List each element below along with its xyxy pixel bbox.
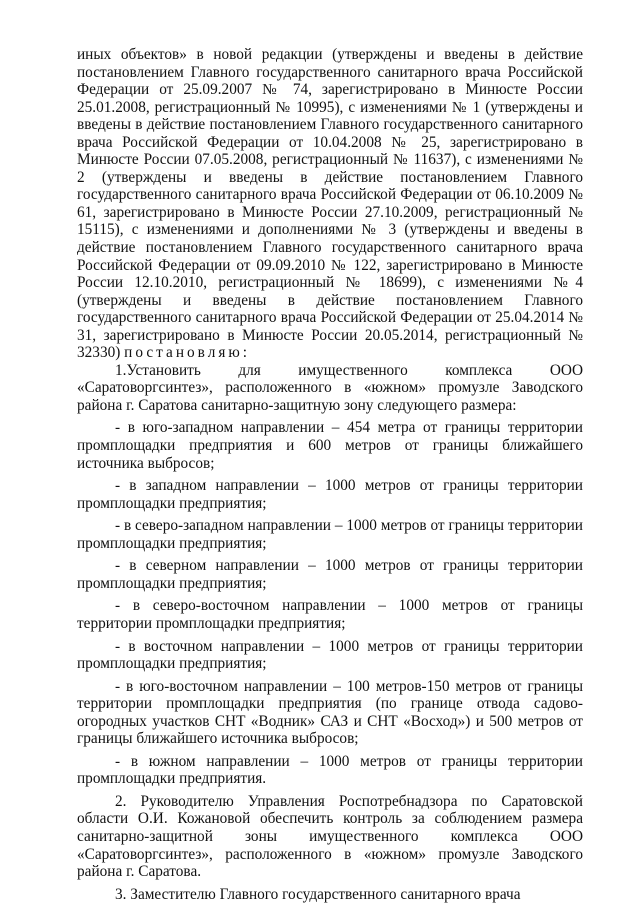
item-2-paragraph: 2. Руководителю Управления Роспотребнадзора по Саратовской области О.И. Кожановой обеспечить контроль за соблюдением размера санитарно-защитной зоны имущественного комплекса ООО «Саратоворгсинтез», расположенного в «южном» промузле Заводского района г. Саратова. bbox=[77, 792, 583, 881]
item-3-paragraph: 3. Заместителю Главного государственного санитарного врача bbox=[115, 885, 521, 903]
direction-item: - в западном направлении – 1000 метров от границы территории промплощадки предприятия; bbox=[77, 477, 583, 512]
direction-item: - в юго-западном направлении – 454 метра от границы территории промплощадки предприятия и 600 метров от границы ближайшего источника выбросов; bbox=[77, 419, 583, 472]
direction-item: - в юго-восточном направлении – 100 метров-150 метров от границы территории промплощадки предприятия (по границе отвода садово-огородных участков СНТ «Водник» САЗ и СНТ «Восход») и 500 метров от границы ближайшего источника выбросов; bbox=[77, 677, 583, 748]
document-page bbox=[77, 46, 583, 903]
direction-item: - в южном направлении – 1000 метров от границы территории промплощадки предприятия. bbox=[77, 752, 583, 788]
item-1-paragraph: 1.Установить для имущественного комплекса ООО «Саратоворгсинтез», расположенного в «южном» промузле Заводского района г. Саратова санитарно-защитную зону следующего размера: bbox=[77, 361, 583, 414]
resolve-word: постановляю: bbox=[124, 344, 251, 362]
direction-item: - в северо-западном направлении – 1000 метров от границы территории промплощадки предприятия; bbox=[77, 517, 583, 552]
intro-paragraph bbox=[77, 46, 583, 362]
direction-item: - в северо-восточном направлении – 1000 метров от границы территории промплощадки предприятия; bbox=[77, 597, 583, 632]
direction-item: - в северном направлении – 1000 метров от границы территории промплощадки предприятия; bbox=[77, 557, 583, 592]
direction-item: - в восточном направлении – 1000 метров от границы территории промплощадки предприятия; bbox=[77, 637, 583, 673]
intro-text: иных объектов» в новой редакции (утверждены и введены в действие постановлением Главного государственного санитарного врача Российской Федерации от 25.09.2007 № 74, зарегистрировано в Минюсте России 25.01.2008, регистрационный № 10995), с изменениями № 1 (утверждены и введены в действие постановлением Главного государственного санитарного врача Российской Федерации от 10.04.2008 № 25, зарегистрировано в Минюсте России 07.05.2008, регистрационный № 11637), с изменениями № 2 (утверждены и введены в действие постановлением Главного государственного санитарного врача Российской Федерации от 06.10.2009 № 61, зарегистрировано в Минюсте России 27.10.2009, регистрационный № 15115), с изменениями и дополнениями № 3 (утверждены и введены в действие постановлением Главного государственного санитарного врача Российской Федерации от 09.09.2010 № 122, зарегистрировано в Минюсте России 12.10.2010, регистрационный № 18699), с изменениями №4 (утверждены и введены в действие постановлением Главного государственного санитарного врача Российской Федерации от 25.04.2014 № 31, зарегистрировано в Минюсте России 20.05.2014, регистрационный № 32330) bbox=[77, 46, 583, 362]
